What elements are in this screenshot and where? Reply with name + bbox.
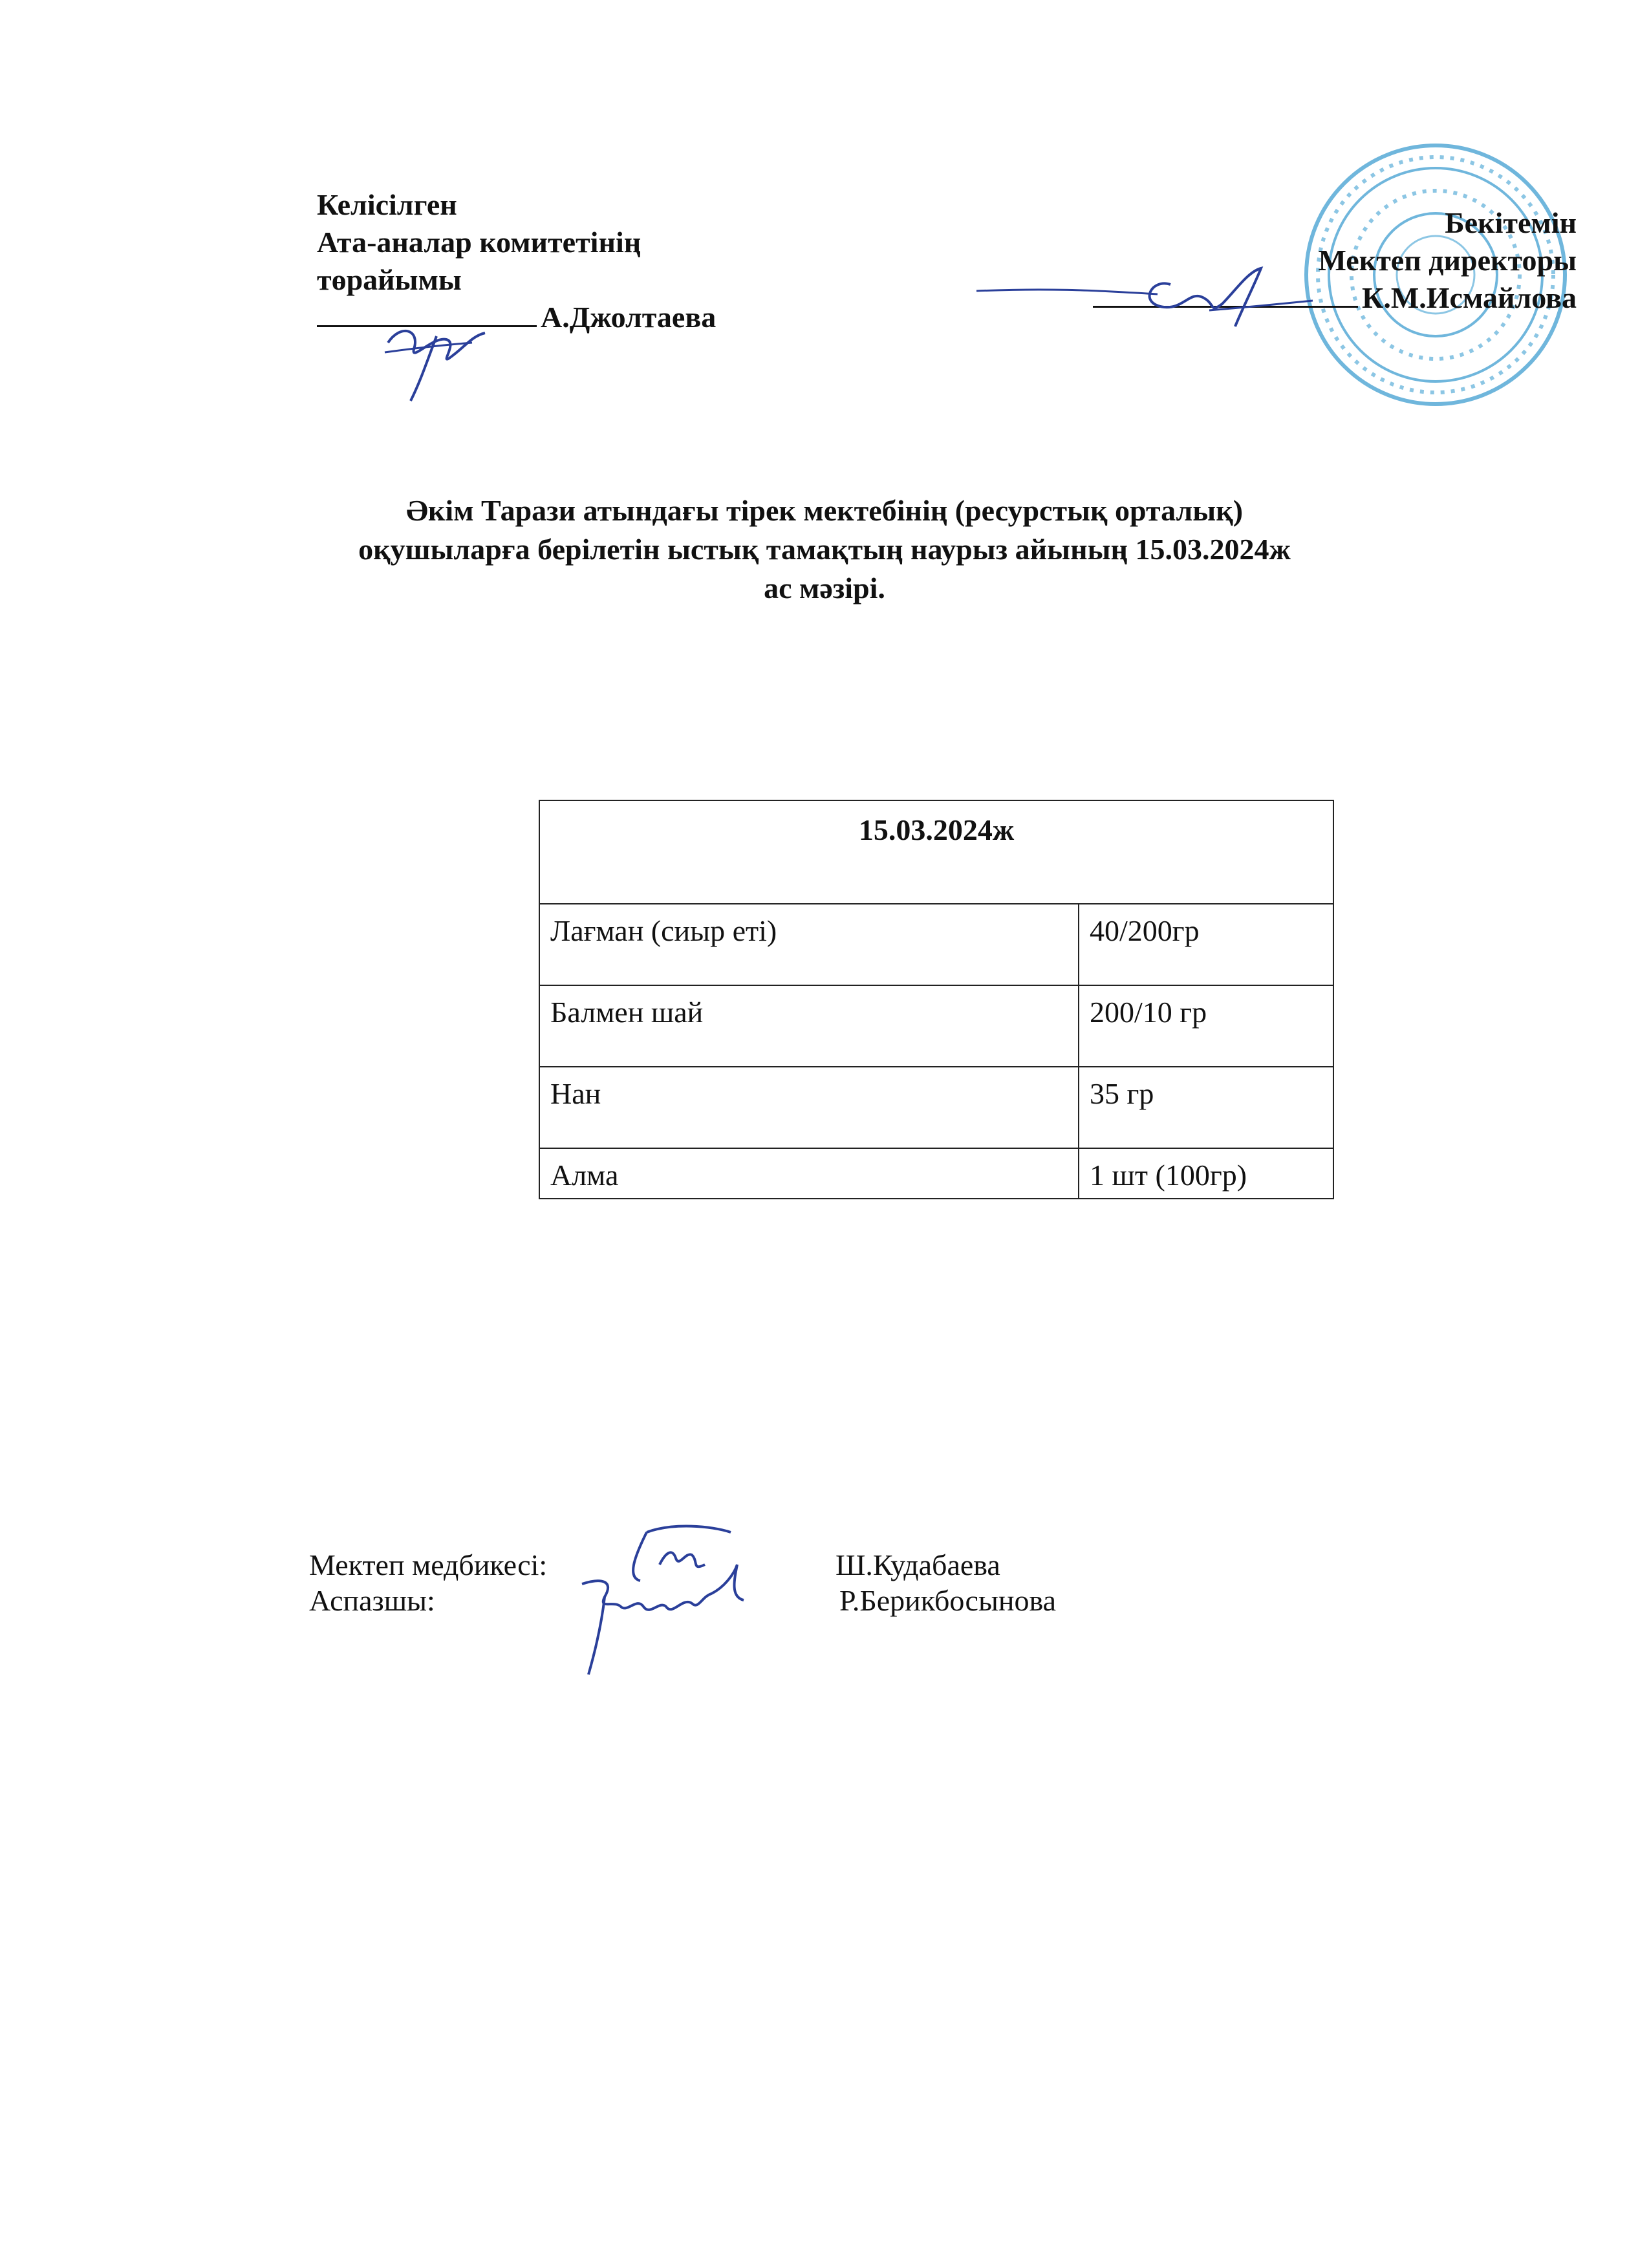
cook-label: Аспазшы: (309, 1584, 435, 1617)
committee-label: Ата-аналар комитетінің (317, 226, 641, 259)
nurse-name: Ш.Кудабаева (835, 1548, 1000, 1581)
menu-portion: 40/200гр (1079, 904, 1333, 985)
chairperson-signature (375, 310, 504, 407)
chairperson-label: төрайымы (317, 263, 462, 296)
director-label: Мектеп директоры (1318, 244, 1577, 277)
menu-item: Лағман (сиыр еті) (539, 904, 1079, 985)
table-row (539, 904, 1333, 985)
menu-portion: 1 шт (100гр) (1079, 1148, 1333, 1199)
menu-table (539, 800, 1334, 1199)
nurse-label: Мектеп медбикесі: (309, 1548, 548, 1581)
menu-portion: 35 гр (1079, 1067, 1333, 1148)
agreed-label: Келісілген (317, 188, 457, 221)
cook-signature (576, 1561, 763, 1678)
menu-date: 15.03.2024ж (539, 800, 1333, 904)
title-line-3: ас мәзірі. (764, 572, 885, 604)
menu-item: Нан (539, 1067, 1079, 1148)
menu-item: Балмен шай (539, 985, 1079, 1067)
title-line-2: оқушыларға берілетін ыстық тамақтың наурыз айының 15.03.2024ж (358, 533, 1291, 566)
menu-portion: 200/10 гр (1079, 985, 1333, 1067)
approved-label: Бекітемін (1445, 206, 1577, 239)
menu-title (0, 491, 1649, 608)
cook-name: Р.Берикбосынова (839, 1584, 1057, 1617)
director-signature (976, 265, 1313, 336)
table-row (539, 1067, 1333, 1148)
table-row (539, 1148, 1333, 1199)
menu-item: Алма (539, 1148, 1079, 1199)
table-row (539, 985, 1333, 1067)
table-header-row (539, 800, 1333, 904)
director-name: К.М.Исмайлова (1362, 281, 1577, 314)
agreed-name: А.Джолтаева (541, 301, 717, 334)
title-line-1: Әкім Тарази атындағы тірек мектебінің (ресурстық орталық) (405, 494, 1244, 527)
